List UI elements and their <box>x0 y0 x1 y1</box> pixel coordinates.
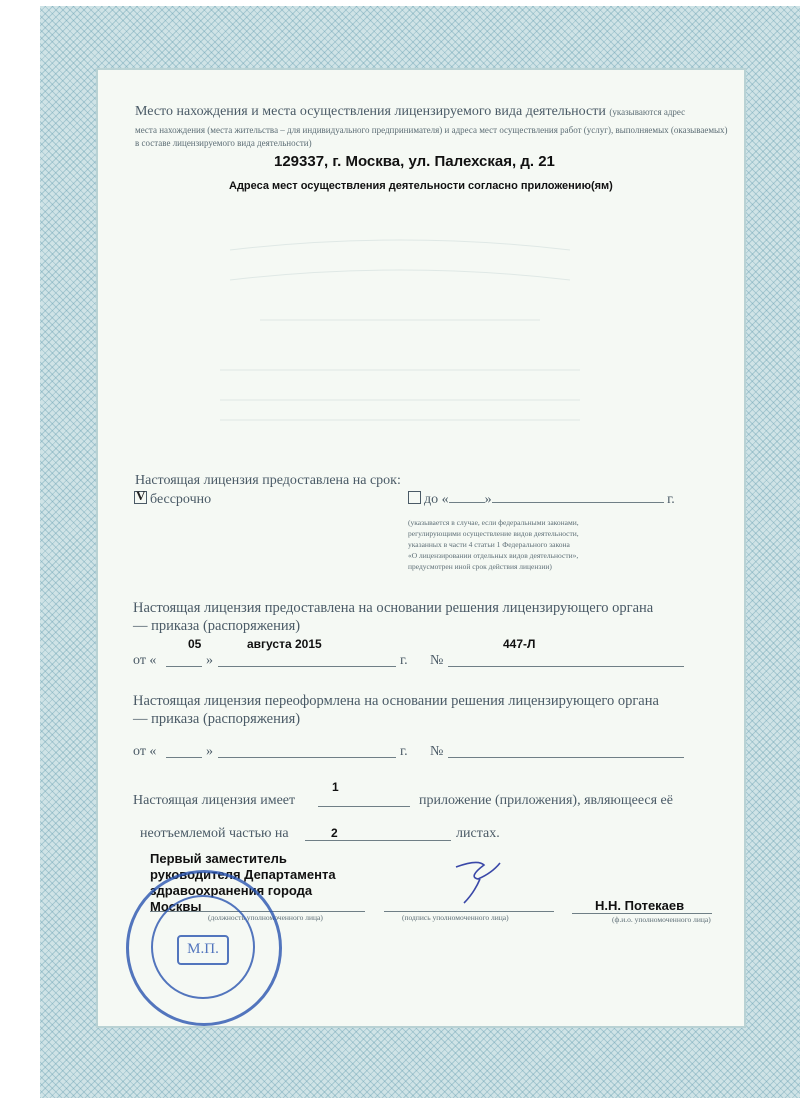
basis-number: 447-Л <box>503 637 536 651</box>
signatory-name: Н.Н. Потекаев <box>595 898 685 913</box>
address: 129337, г. Москва, ул. Палехская, д. 21 <box>274 153 555 170</box>
until-checkbox <box>408 491 421 504</box>
signatory-position: Первый заместитель руководителя Департамента здравоохранения города Москвы <box>150 851 336 914</box>
reissue-from-label: от « <box>133 744 157 759</box>
appendix-sheets: 2 <box>331 826 338 840</box>
appendix-text-4: листах. <box>456 826 500 841</box>
reissue-heading-2: — приказа (распоряжения) <box>133 711 301 727</box>
location-note-1: (указываются адрес <box>609 107 686 117</box>
appendix-text-3: неотъемлемой частью на <box>140 826 289 841</box>
official-stamp <box>126 870 282 1026</box>
location-heading: Место нахождения и места осуществления лицензируемого вида деятельности <box>135 104 606 119</box>
appendix-count: 1 <box>332 780 339 794</box>
appendix-text-2: приложение (приложения), являющееся её <box>419 793 673 808</box>
stamp-mp: М.П. <box>177 935 229 965</box>
appendix-text-1: Настоящая лицензия имеет <box>133 793 296 808</box>
term-note: (указывается в случае, если федеральными законами, регулирующими осуществление видов деятельности, указанных в части 4 статьи 1 Федерального закона «О лицензировании отдельных видов деятельности», предусмотрен иной срок действия лицензии) <box>408 518 579 571</box>
addresses-note: Адреса мест осуществления деятельности согласно приложению(ям) <box>229 180 613 192</box>
background-watermark <box>200 220 600 440</box>
basis-day: 05 <box>188 637 202 651</box>
signature-mark <box>450 855 510 910</box>
license-page: Место нахождения и места осуществления лицензируемого вида деятельности (указываются адрес места нахождения (места жительства – для индивидуального предпринимателя) и адреса мест осуществления работ (услуг), выполняемых (оказываемых) в составе лицензируемого вида деятельности) 129337, г. Москва, ул. Палехская, д. 21 Адреса мест осуществления деятельности согласно приложению(ям) Настоящая лицензия предоставлена на срок: V бессрочно до « » г. (указывается в случае, если федеральными законами, регулирующими осуществление видов деятельности, указанных в части 4 статьи 1 Федерального закона «О лицензировании отдельных видов деятельности», предусмотрен иной срок действия лицензии) Настоящая лицензия предоставлена на основании решения лицензирующего органа — приказа (распоряжения) 05 августа 2015 447-Л от « » г. № Настоящая лицензия переоформлена на основании решения лицензирующего органа — приказа (распоряжения) от « » г. № 1 Настоящая лицензия имеет приложение (приложения), являющееся её неотъемлемой частью на 2 листах. Первый заместитель руководителя Департамента здравоохранения города Москвы (должность уполномоченного лица) (подпись уполномоченного лица) Н.Н. Потекаев (ф.и.о. уполномоченного лица) М.П. <box>0 0 800 1108</box>
reissue-heading-1: Настоящая лицензия переоформлена на основании решения лицензирующего органа <box>133 693 659 709</box>
caption-name: (ф.и.о. уполномоченного лица) <box>612 915 711 924</box>
caption-signature: (подпись уполномоченного лица) <box>402 913 509 922</box>
location-note-2: места нахождения (места жительства – для индивидуального предпринимателя) и адреса мест осуществления работ (услуг), выполняемых (оказываемых) <box>135 125 728 135</box>
unlimited-label: бессрочно <box>150 492 212 507</box>
until-option: до « » г. <box>408 491 675 508</box>
term-heading: Настоящая лицензия предоставлена на срок: <box>135 473 401 488</box>
basis-month-year: августа 2015 <box>247 637 322 651</box>
caption-position: (должность уполномоченного лица) <box>208 913 323 922</box>
basis-heading-1: Настоящая лицензия предоставлена на основании решения лицензирующего органа <box>133 600 654 616</box>
location-note-3: в составе лицензируемого вида деятельности) <box>135 138 312 148</box>
basis-heading-2: — приказа (распоряжения) <box>133 618 301 634</box>
unlimited-checkbox: V <box>136 488 146 503</box>
basis-from-label: от « <box>133 653 157 668</box>
